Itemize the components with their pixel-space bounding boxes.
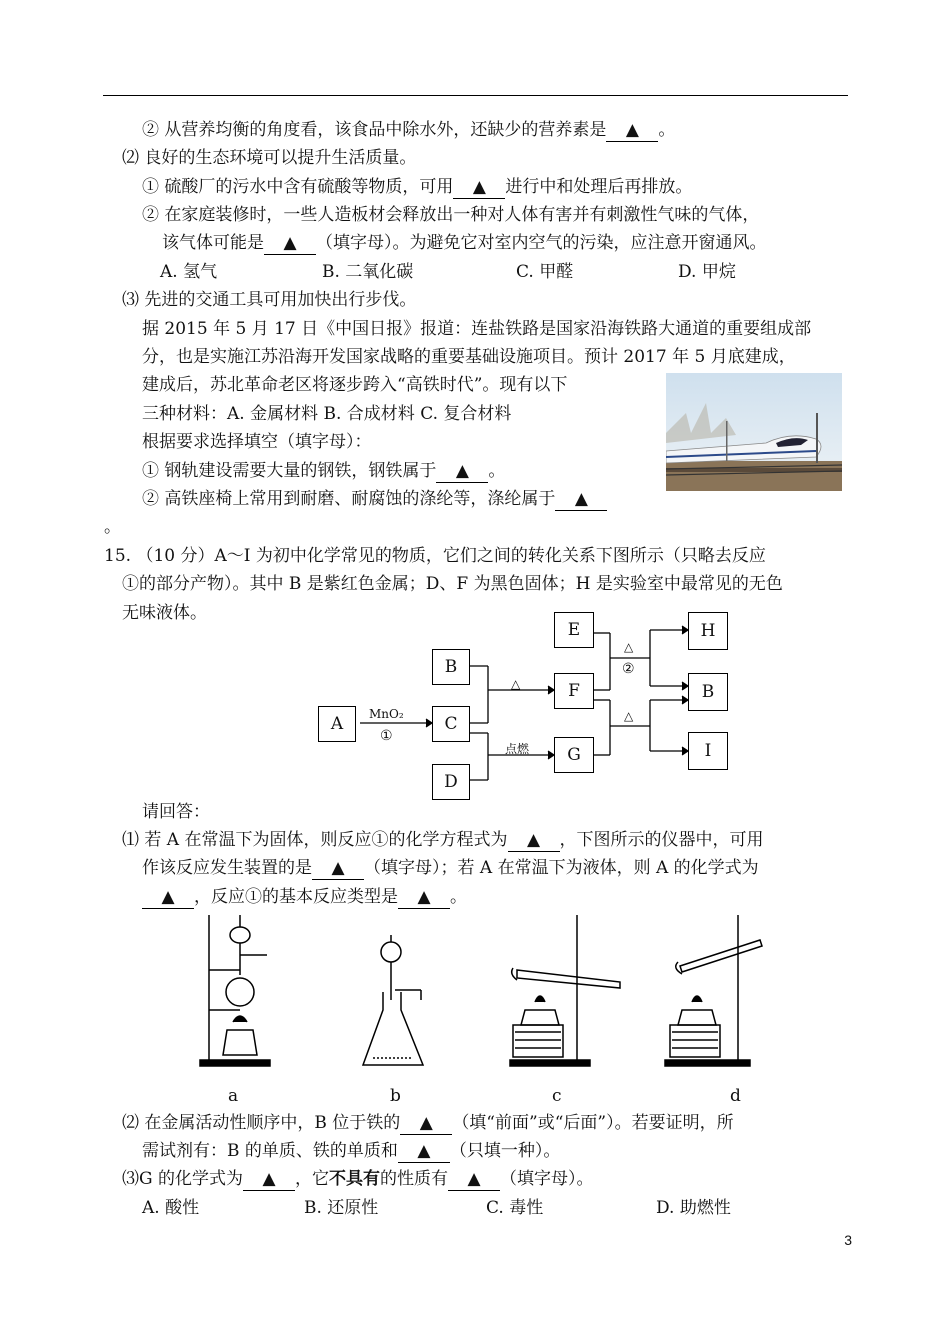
q14-3: ⑶ 先进的交通工具可用加快出行步伐。 [122,290,417,310]
q14-2-1: ① 硫酸厂的污水中含有硫酸等物质，可用 ▲ 进行中和处理后再排放。 [142,177,693,197]
q15-stem-1: 15. （10 分）A～I 为初中化学常见的物质，它们之间的转化关系下图所示（只略去反应 [104,546,766,566]
answer-blank[interactable]: ▲ [312,857,364,880]
node-c: C [432,706,470,742]
node-b2: B [688,673,728,711]
option-b: B. 二氧化碳 [322,262,414,282]
news-text-2: 分，也是实施江苏沿海开发国家战略的重要基础设施项目。预计 2017 年 5 月底建成， [142,347,796,367]
q15-1-line3: ▲ ，反应①的基本反应类型是 ▲ 。 [142,886,467,909]
option-2d: D. 助燃性 [656,1198,731,1218]
q15-2-line2: 需试剂有：B 的单质、铁的单质和 ▲ （只填一种）。 [142,1141,561,1161]
header-rule [103,95,848,96]
node-d: D [432,764,470,800]
apparatus-a [195,910,275,1070]
apparatus-label-b: b [390,1086,401,1106]
apparatus-label-c: c [552,1086,562,1106]
answer-blank[interactable]: ▲ [453,176,505,199]
ignite-label: 点燃 [505,742,530,756]
q15-stem-3: 无味液体。 [122,603,207,623]
node-h: H [688,612,728,650]
apparatus-label-a: a [228,1086,239,1106]
option-d: D. 甲烷 [678,262,736,282]
news-text-3: 建成后，苏北革命老区将逐步跨入“高铁时代”。现有以下 [142,375,568,395]
q15-2-line1: ⑵ 在金属活动性顺序中，B 位于铁的 ▲ （填“前面”或“后面”）。若要证明，所 [122,1113,734,1133]
please-answer: 请回答： [142,802,210,822]
instruction: 根据要求选择填空（填字母）： [142,432,372,452]
q14-1-2: ② 从营养均衡的角度看，该食品中除水外，还缺少的营养素是 ▲ 。 [142,120,676,140]
heat-label-1: △ [511,677,521,691]
heat-label-3: △ [624,709,634,723]
apparatus-d [660,910,770,1070]
q15-3: ⑶G 的化学式为 ▲ ，它不具有的性质有 ▲ （填字母）。 [122,1169,594,1189]
answer-blank[interactable]: ▲ [555,488,607,511]
news-text-1: 据 2015 年 5 月 17 日《中国日报》报道：连盐铁路是国家沿海铁路大通道的重要组成部 [142,319,812,339]
page-number: 3 [844,1232,852,1248]
node-g: G [554,737,594,773]
node-e: E [554,612,594,648]
catalyst-label: MnO₂ [369,707,404,721]
reaction-2-label: ② [622,661,635,677]
train-photo [666,373,842,491]
option-c: C. 甲醛 [516,262,574,282]
reaction-1-label: ① [380,728,393,744]
q14-2: ⑵ 良好的生态环境可以提升生活质量。 [122,148,417,168]
answer-blank[interactable]: ▲ [436,460,488,483]
q15-stem-2: ①的部分产物）。其中 B 是紫红色金属；D、F 为黑色固体；H 是实验室中最常见的无色 [122,574,783,594]
node-b: B [432,649,470,685]
period: 。 [104,517,121,537]
q14-3-2: ② 高铁座椅上常用到耐磨、耐腐蚀的涤纶等，涤纶属于 ▲ [142,488,607,511]
materials-list: 三种材料：A. 金属材料 B. 合成材料 C. 复合材料 [142,404,512,424]
q15-1-line2: 作该反应发生装置的是 ▲ （填字母）；若 A 在常温下为液体，则 A 的化学式为 [142,858,759,878]
answer-blank[interactable]: ▲ [142,886,194,909]
answer-blank[interactable]: ▲ [400,1112,452,1135]
answer-blank[interactable]: ▲ [448,1168,500,1191]
answer-blank[interactable]: ▲ [243,1168,295,1191]
apparatus-c [505,910,625,1070]
answer-blank[interactable]: ▲ [606,119,658,142]
node-a: A [318,706,356,742]
q14-2-2: ② 在家庭装修时，一些人造板材会释放出一种对人体有害并有刺激性气味的气体， [142,205,760,225]
option-2c: C. 毒性 [486,1198,544,1218]
option-a: A. 氢气 [160,262,218,282]
q14-3-1: ① 钢轨建设需要大量的钢铁，钢铁属于 ▲ 。 [142,461,506,481]
answer-blank[interactable]: ▲ [398,1140,450,1163]
node-i: I [688,732,728,770]
q14-2-2-cont: 该气体可能是 ▲ （填字母）。为避免它对室内空气的污染，应注意开窗通风。 [162,233,767,253]
answer-blank[interactable]: ▲ [508,829,560,852]
answer-blank[interactable]: ▲ [398,886,450,909]
option-2a: A. 酸性 [142,1198,200,1218]
emphasis-text: 不具有 [328,1169,380,1189]
q15-1-line1: ⑴ 若 A 在常温下为固体，则反应①的化学方程式为 ▲ ，下图所示的仪器中，可用 [122,830,764,850]
answer-blank[interactable]: ▲ [264,232,316,255]
node-f: F [554,673,594,709]
option-2b: B. 还原性 [304,1198,379,1218]
apparatus-label-d: d [730,1086,741,1106]
heat-label-2: △ [624,640,634,654]
apparatus-b [355,930,435,1070]
